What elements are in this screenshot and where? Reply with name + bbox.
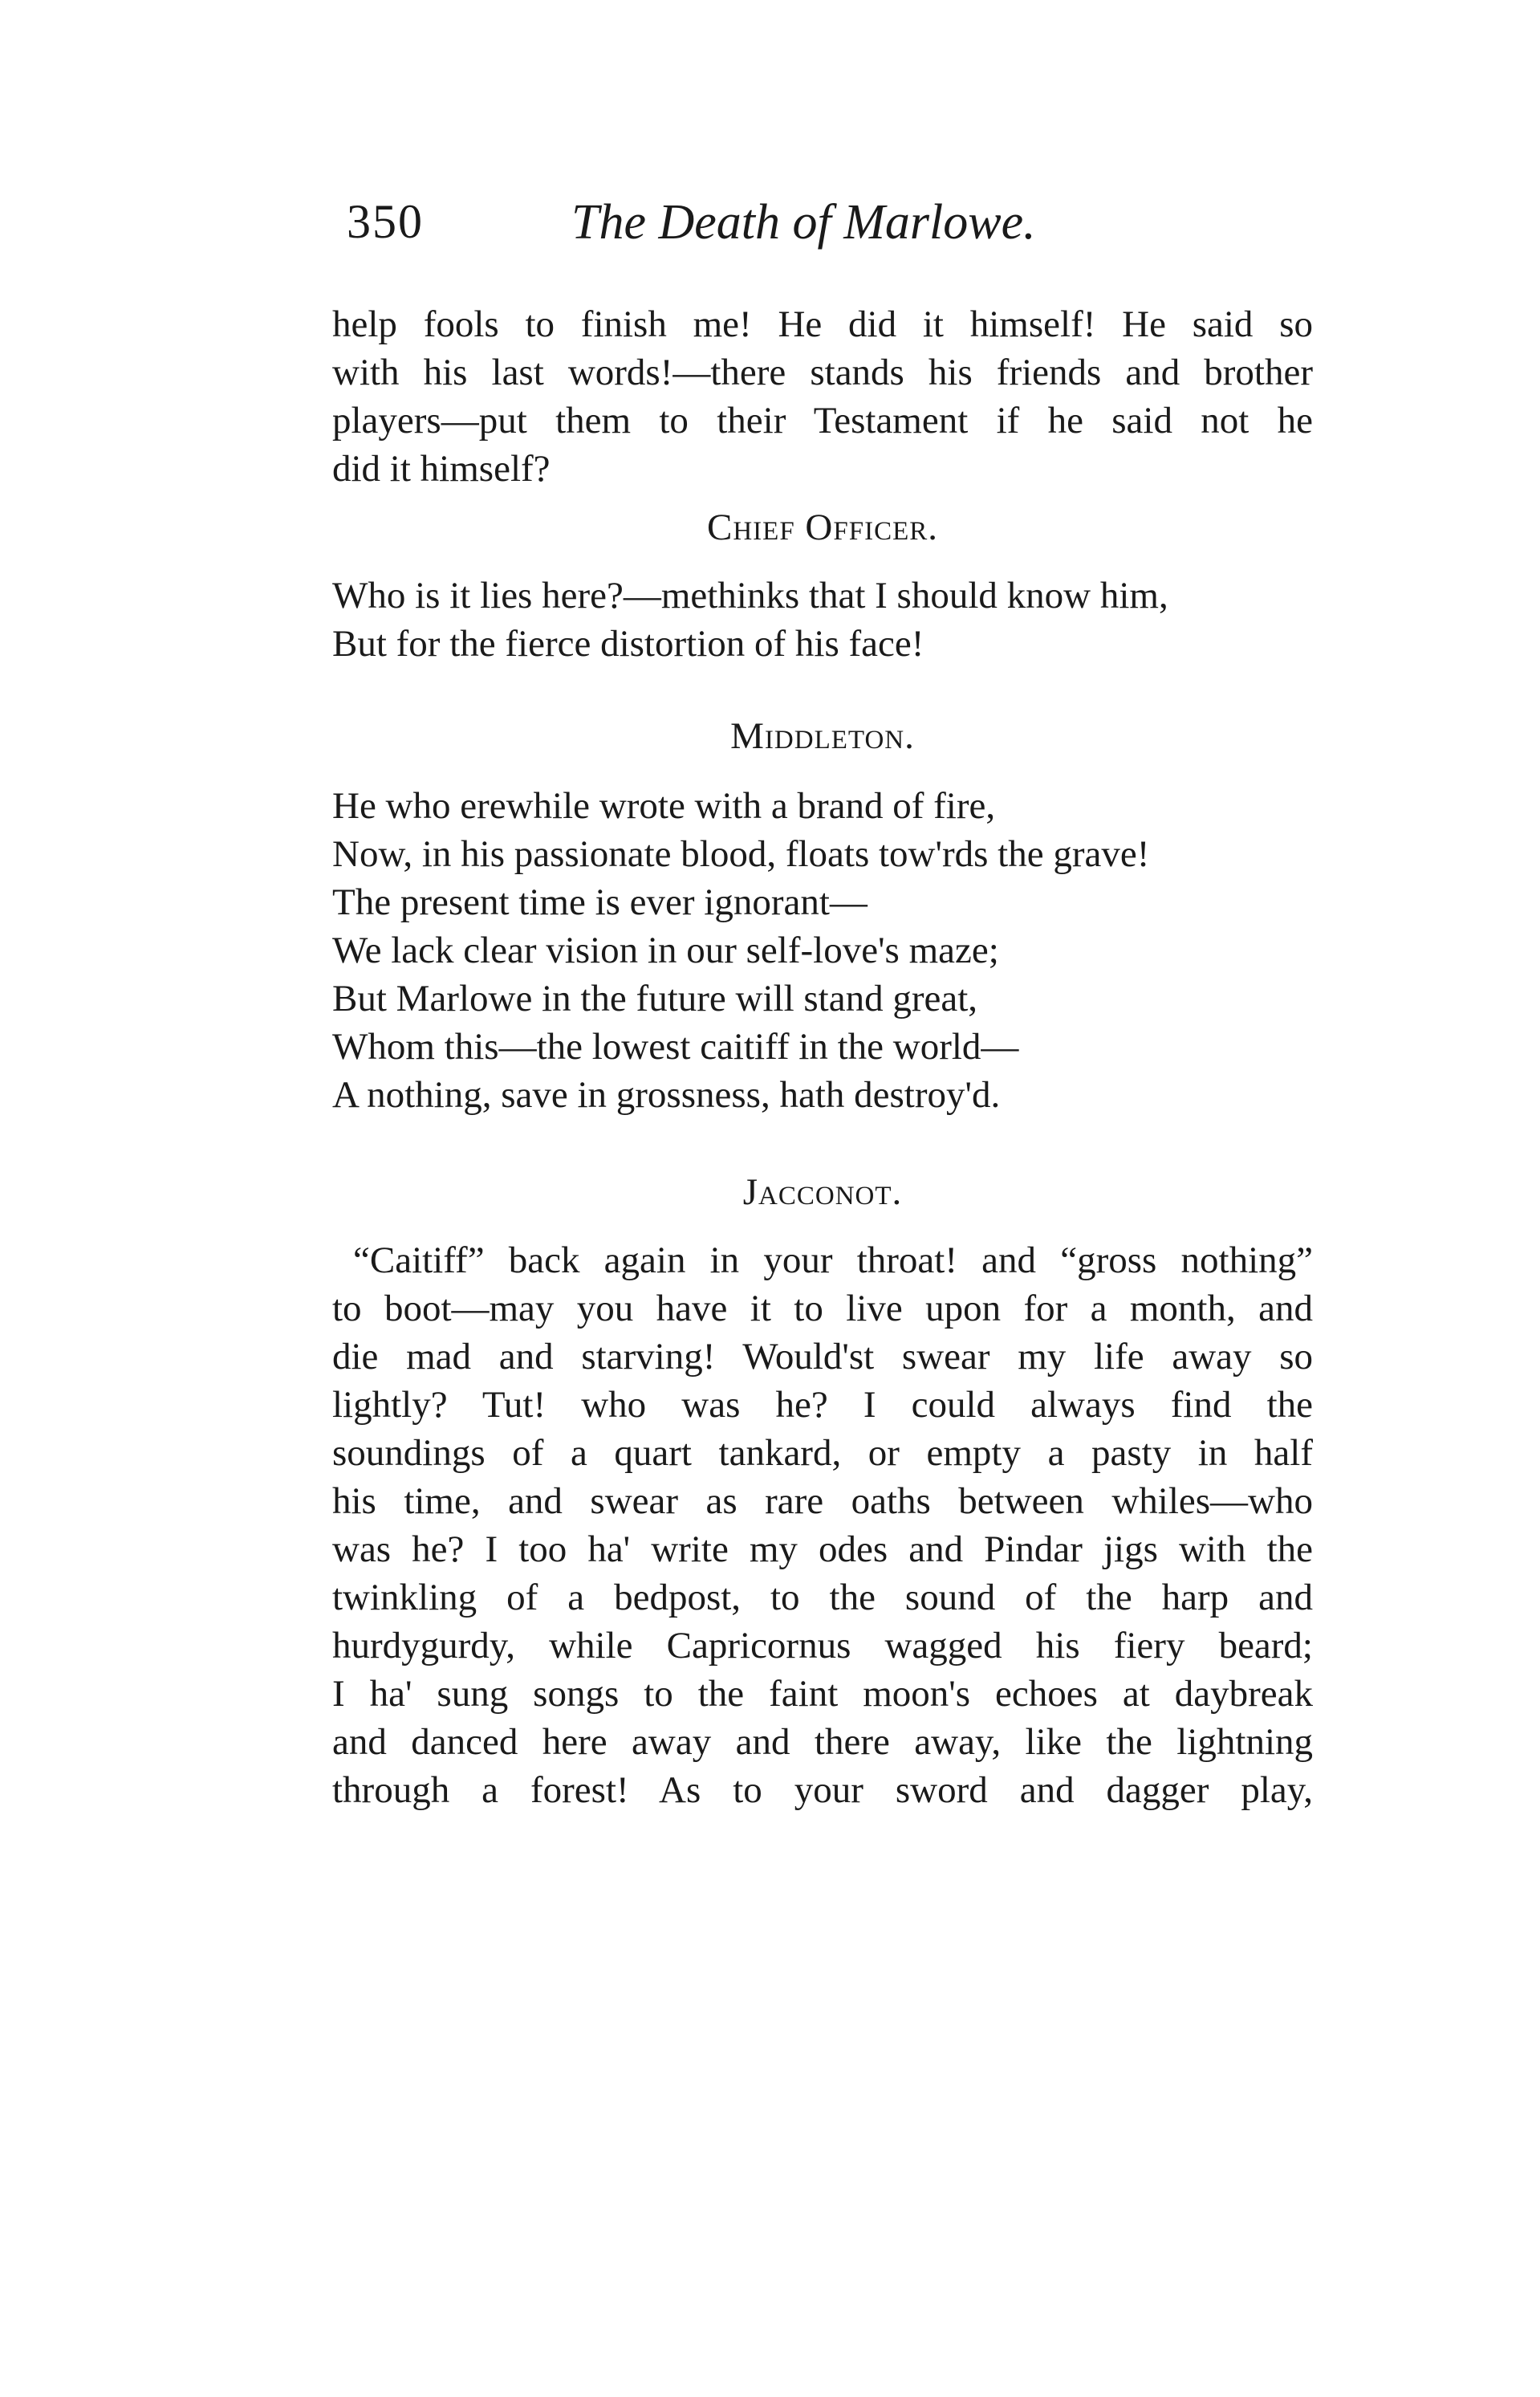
verse-line: A nothing, save in grossness, hath destroy'd. bbox=[332, 1074, 1001, 1116]
prose-line: soundings of a quart tankard, or empty a pasty in half bbox=[332, 1432, 1313, 1474]
prose-line: was he? I too ha' write my odes and Pindar jigs with the bbox=[332, 1528, 1313, 1570]
verse-line: The present time is ever ignorant— bbox=[332, 881, 868, 923]
running-title: The Death of Marlowe. bbox=[571, 195, 1036, 250]
verse-line: We lack clear vision in our self-love's maze; bbox=[332, 930, 999, 971]
prose-line: “Caitiff” back again in your throat! and “gross nothing” bbox=[353, 1239, 1313, 1281]
prose-line: his time, and swear as rare oaths between whiles—who bbox=[332, 1480, 1313, 1522]
verse-line: Whom this—the lowest caitiff in the world— bbox=[332, 1026, 1019, 1068]
page-number: 350 bbox=[347, 195, 424, 248]
verse-middleton bbox=[332, 782, 1313, 1119]
prose-line: through a forest! As to your sword and dagger play, bbox=[332, 1769, 1313, 1811]
verse-line: He who erewhile wrote with a brand of fire, bbox=[332, 785, 996, 827]
prose-line: with his last words!—there stands his friends and brother bbox=[332, 352, 1313, 393]
verse-line: Who is it lies here?—methinks that I should know him, bbox=[332, 575, 1168, 617]
speaker-chief-officer: Chief Officer. bbox=[707, 507, 938, 548]
prose-line: did it himself? bbox=[332, 448, 551, 490]
prose-line: players—put them to their Testament if he said not he bbox=[332, 400, 1313, 442]
verse-chief-officer bbox=[332, 572, 1313, 668]
verse-line: But for the fierce distortion of his face! bbox=[332, 623, 924, 665]
prose-line: I ha' sung songs to the faint moon's echoes at daybreak bbox=[332, 1673, 1313, 1715]
prose-line: and danced here away and there away, like the lightning bbox=[332, 1721, 1313, 1763]
prose-line: help fools to finish me! He did it himself! He said so bbox=[332, 303, 1313, 345]
prose-passage-continuation bbox=[332, 300, 1313, 493]
verse-line: But Marlowe in the future will stand great, bbox=[332, 978, 978, 1019]
page-header bbox=[347, 194, 1358, 258]
prose-line: to boot—may you have it to live upon for a month, and bbox=[332, 1288, 1313, 1329]
verse-line: Now, in his passionate blood, floats tow'rds the grave! bbox=[332, 833, 1150, 875]
prose-line: lightly? Tut! who was he? I could always find the bbox=[332, 1384, 1313, 1426]
speaker-jacconot: Jacconot. bbox=[742, 1171, 903, 1213]
prose-jacconot bbox=[332, 1236, 1313, 1814]
prose-line: die mad and starving! Would'st swear my life away so bbox=[332, 1336, 1313, 1378]
prose-line: hurdygurdy, while Capricornus wagged his fiery beard; bbox=[332, 1625, 1313, 1667]
speaker-middleton: Middleton. bbox=[730, 715, 915, 757]
prose-line: twinkling of a bedpost, to the sound of the harp and bbox=[332, 1577, 1313, 1618]
